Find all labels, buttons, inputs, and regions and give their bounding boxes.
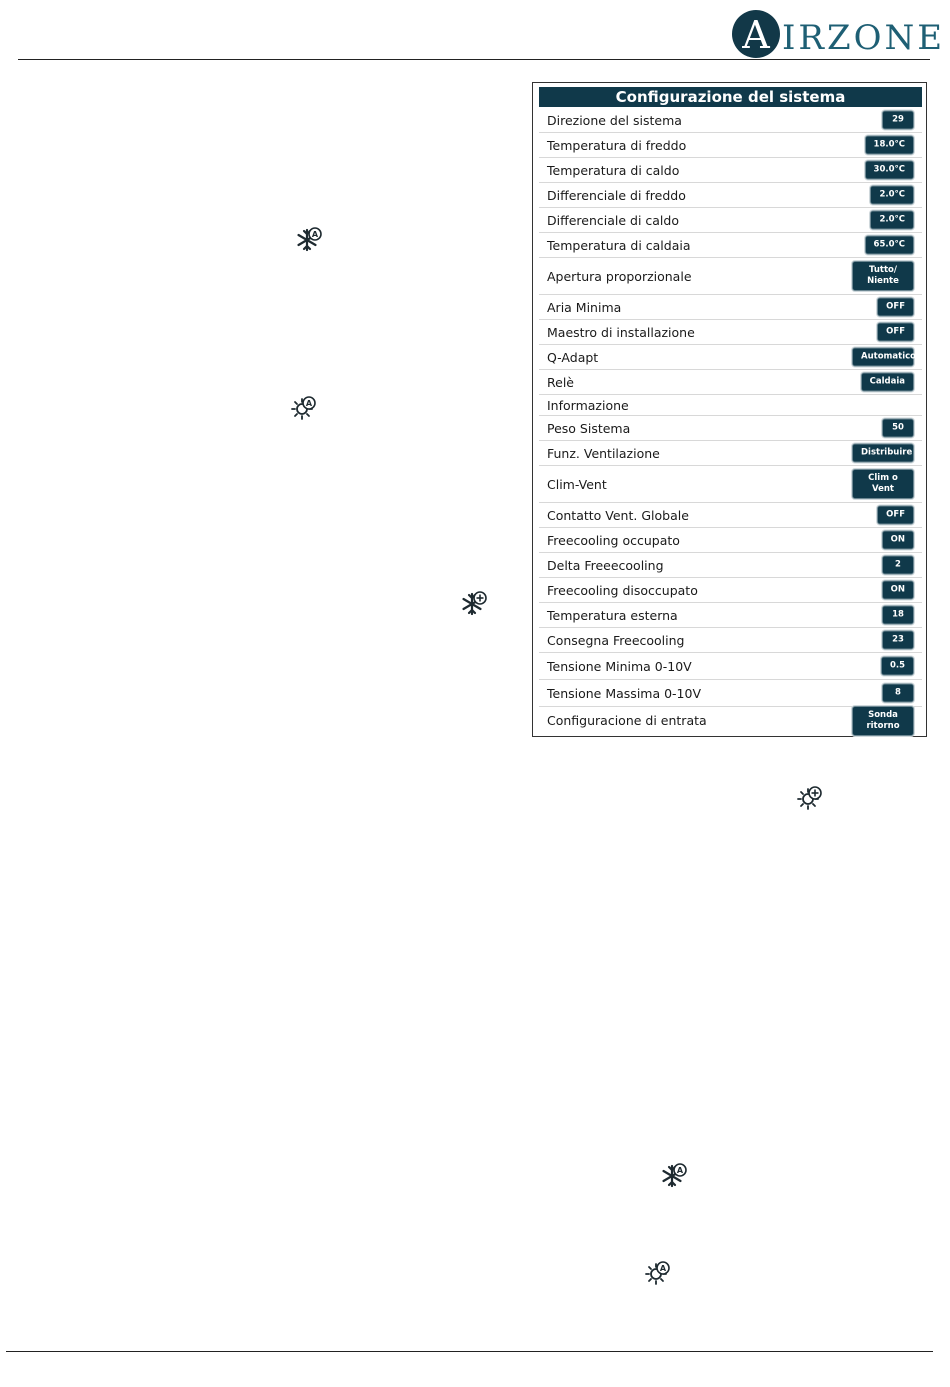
row-value-button[interactable]: 23 [882,631,914,650]
row-value-button[interactable]: OFF [877,323,914,342]
row-label: Tensione Massima 0-10V [547,685,702,701]
svg-text:A: A [676,1166,684,1175]
row-label: Differenciale di caldo [547,212,679,228]
settings-row-freecooling-delta[interactable] [539,553,922,578]
footer-divider [6,1351,933,1352]
row-value-button[interactable]: 18 [882,606,914,625]
row-label: Delta Freeecooling [547,557,664,573]
row-label: Temperatura esterna [547,607,678,623]
row-label: Aria Minima [547,299,622,315]
settings-row-cooling-temperature[interactable] [539,133,922,158]
svg-text:A: A [659,1264,667,1273]
row-label: Apertura proporzionale [547,268,692,284]
settings-row-freecooling-setpoint[interactable] [539,628,922,653]
header-divider [18,59,930,60]
settings-row-maximum-voltage[interactable] [539,680,922,707]
settings-row-information[interactable] [539,395,922,416]
settings-row-clim-vent[interactable] [539,466,922,503]
row-value-button[interactable]: 29 [882,111,914,130]
row-label: Direzione del sistema [547,112,682,128]
row-value-button[interactable]: 50 [882,419,914,438]
settings-row-ventilation-function[interactable] [539,441,922,466]
row-value-button[interactable]: 2.0°C [870,186,914,205]
row-value-button[interactable]: ON [882,531,914,550]
row-label: Freecooling disoccupato [547,582,698,598]
row-label: Differenciale di freddo [547,187,686,203]
settings-row-q-adapt[interactable] [539,345,922,370]
svg-text:A: A [311,230,319,239]
row-label: Q-Adapt [547,349,599,365]
row-value-button[interactable]: 2.0°C [870,211,914,230]
row-value-button[interactable]: OFF [877,298,914,317]
row-label: Temperatura di caldo [547,162,680,178]
logo-text: IRZONE [782,18,946,58]
row-value-button[interactable]: 2 [882,556,914,575]
settings-row-global-vent-contact[interactable] [539,503,922,528]
settings-row-freecooling-occupied[interactable] [539,528,922,553]
row-value-button[interactable]: 30.0°C [865,161,914,180]
settings-row-heating-differential[interactable] [539,208,922,233]
row-label: Configuracione di entrata [547,713,707,728]
settings-row-cooling-differential[interactable] [539,183,922,208]
airzone-logo [732,10,946,62]
row-label: Contatto Vent. Globale [547,507,689,523]
row-label: Tensione Minima 0-10V [547,658,692,674]
snowflake-plus-icon [460,590,488,618]
row-value-button[interactable]: Clim o Vent [852,469,914,499]
row-label: Temperatura di caldaia [547,237,691,253]
settings-row-system-weight[interactable] [539,416,922,441]
row-value-button[interactable]: 65.0°C [865,236,914,255]
row-label: Informazione [547,397,629,413]
settings-list [539,108,922,734]
settings-row-boiler-temperature[interactable] [539,233,922,258]
settings-row-relay[interactable] [539,370,922,395]
row-label: Maestro di installazione [547,324,695,340]
row-value-button[interactable]: 8 [882,684,914,703]
row-label: Relè [547,374,574,390]
settings-row-outdoor-temperature[interactable] [539,603,922,628]
row-label: Peso Sistema [547,420,631,436]
row-value-button[interactable]: ON [882,581,914,600]
row-label: Clim-Vent [547,476,607,492]
row-value-button[interactable]: OFF [877,506,914,525]
settings-row-minimum-air[interactable] [539,295,922,320]
snowflake-auto-icon [295,226,323,254]
sun-auto-icon [290,395,318,423]
settings-row-heating-temperature[interactable] [539,158,922,183]
sun-plus-icon [796,785,824,813]
panel-title: Configurazione del sistema [539,87,922,107]
row-label: Freecooling occupato [547,532,680,548]
row-value-button[interactable]: 0.5 [881,657,914,676]
row-value-button[interactable]: Sonda ritorno [852,706,914,736]
row-value-button[interactable]: Distribuire [852,444,914,463]
row-value-button[interactable]: Automatico [852,348,914,367]
settings-row-installation-master[interactable] [539,320,922,345]
settings-row-minimum-voltage[interactable] [539,653,922,680]
settings-row-system-address[interactable] [539,108,922,133]
row-value-button[interactable]: Tutto/ Niente [852,261,914,291]
settings-row-proportional-opening[interactable] [539,258,922,295]
settings-row-input-configuration[interactable] [539,707,922,734]
row-value-button[interactable]: 18.0°C [865,136,914,155]
settings-row-freecooling-unoccupied[interactable] [539,578,922,603]
row-label: Funz. Ventilazione [547,445,660,461]
row-label: Consegna Freecooling [547,632,685,648]
sun-auto-icon [644,1260,672,1288]
system-configuration-panel [532,82,927,737]
snowflake-auto-icon [660,1162,688,1190]
row-label: Temperatura di freddo [547,137,687,153]
svg-text:A: A [305,399,313,408]
row-value-button[interactable]: Caldaia [861,373,914,392]
logo-circle-letter: A [732,10,780,58]
